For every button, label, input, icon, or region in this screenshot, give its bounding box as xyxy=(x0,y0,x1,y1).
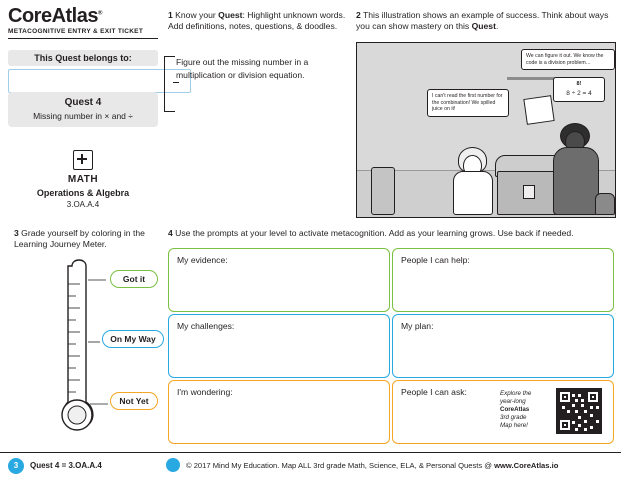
section-3-number: 3 xyxy=(14,228,19,238)
student-bubble: I can't read the first number for the combination! We spilled juice on it! xyxy=(427,89,509,117)
section-4-header xyxy=(168,228,614,239)
teacher-bubble: We can figure it out. We know the code is a division problem… xyxy=(521,49,615,70)
equation-card-label: 8! xyxy=(576,81,582,87)
prompt-box-im-wondering[interactable] xyxy=(168,380,390,444)
subject-block xyxy=(8,150,158,209)
chest-lock-icon xyxy=(523,185,535,199)
logo-divider xyxy=(8,38,158,39)
grade-badge: 3 xyxy=(8,458,24,474)
prompt-label-people-i-can-ask: People I can ask: xyxy=(401,387,467,397)
subject-standard-code: 3.OA.A.4 xyxy=(66,200,100,209)
brand-trademark: ® xyxy=(97,10,102,17)
section-2-text-rest: . xyxy=(495,21,499,31)
belongs-to-label: This Quest belongs to: xyxy=(8,50,158,66)
quest-description: Figure out the missing number in a multiplication or division equation. xyxy=(176,57,309,80)
page-footer xyxy=(0,452,621,481)
prompt-box-my-evidence[interactable] xyxy=(168,248,390,312)
section-1-number: 1 xyxy=(168,10,173,20)
subject-name: MATH xyxy=(67,174,99,185)
prompt-label-my-challenges: My challenges: xyxy=(177,321,235,331)
promo-line-2: year-long xyxy=(500,398,526,406)
section-2-number: 2 xyxy=(356,10,361,20)
prompt-box-my-plan[interactable] xyxy=(392,314,614,378)
footer-copyright-text: © 2017 Mind My Education. Map ALL 3rd grade Math, Science, ELA, & Personal Quests @ xyxy=(186,461,495,470)
section-2-text-bold: Quest xyxy=(471,21,496,31)
plant-shape xyxy=(371,167,395,215)
prompt-label-im-wondering: I'm wondering: xyxy=(177,387,233,397)
brand-logo xyxy=(8,6,158,39)
prompt-box-people-i-can-help[interactable] xyxy=(392,248,614,312)
meter-level-got-it[interactable]: Got it xyxy=(110,270,158,288)
section-1-text-bold: Quest xyxy=(218,10,243,20)
equation-card xyxy=(553,77,605,102)
prompt-label-my-evidence: My evidence: xyxy=(177,255,228,265)
section-1-header xyxy=(168,10,348,32)
promo-text xyxy=(500,390,552,430)
quest-box xyxy=(8,92,158,127)
student-body xyxy=(453,171,493,215)
section-2-text-lead: This illustration shows an example of success. Think about ways you can show mastery on this xyxy=(356,10,609,31)
quest-title: Quest 4 xyxy=(64,97,102,108)
section-1-text-rest: : Highlight unknown words. Add definitions, notes, questions, & doodles. xyxy=(168,10,346,31)
math-plus-icon xyxy=(73,150,93,170)
promo-line-3: 3rd grade xyxy=(500,414,527,422)
globe-icon xyxy=(166,458,180,472)
brand-name-core: Core xyxy=(8,5,52,27)
learning-journey-meter xyxy=(10,252,160,442)
brand-wordmark xyxy=(8,6,158,26)
section-3-text: Grade yourself by coloring in the Learning Journey Meter. xyxy=(14,228,145,249)
prompt-box-my-challenges[interactable] xyxy=(168,314,390,378)
prompt-label-my-plan: My plan: xyxy=(401,321,434,331)
promo-block[interactable] xyxy=(500,388,612,436)
bracket-tick xyxy=(173,82,179,83)
qr-code[interactable] xyxy=(556,388,602,434)
brand-name-atlas: Atlas xyxy=(51,5,98,27)
teacher-body xyxy=(553,147,599,215)
section-2-header xyxy=(356,10,614,32)
paper-shape xyxy=(523,95,554,125)
footer-quest-label: Quest 4 = 3.OA.A.4 xyxy=(30,461,102,470)
belongs-to-block xyxy=(8,50,158,93)
section-3-header xyxy=(14,228,160,250)
prompt-label-people-i-can-help: People I can help: xyxy=(401,255,470,265)
quest-subtitle: Missing number in × and ÷ xyxy=(33,111,133,121)
equation-card-equation: 8 ÷ 2 = 4 xyxy=(566,89,592,97)
promo-brand: CoreAtlas xyxy=(500,406,530,414)
bracket-decoration xyxy=(164,56,175,112)
promo-line-4: Map here! xyxy=(500,422,528,430)
meter-level-on-my-way[interactable]: On My Way xyxy=(102,330,164,348)
promo-line-1: Explore the xyxy=(500,390,532,397)
footer-site-link[interactable]: www.CoreAtlas.io xyxy=(494,461,559,470)
footer-copyright xyxy=(186,461,558,470)
brand-tagline: METACOGNITIVE ENTRY & EXIT TICKET xyxy=(8,28,144,35)
classroom-illustration xyxy=(356,42,616,218)
section-4-number: 4 xyxy=(168,228,173,238)
cat-shape xyxy=(595,193,615,215)
section-1-text-lead: Know your xyxy=(175,10,219,20)
subject-domain: Operations & Algebra xyxy=(36,188,130,198)
meter-level-not-yet[interactable]: Not Yet xyxy=(110,392,158,410)
section-4-text: Use the prompts at your level to activate metacognition. Add as your learning grows. Use back if needed. xyxy=(175,228,574,238)
